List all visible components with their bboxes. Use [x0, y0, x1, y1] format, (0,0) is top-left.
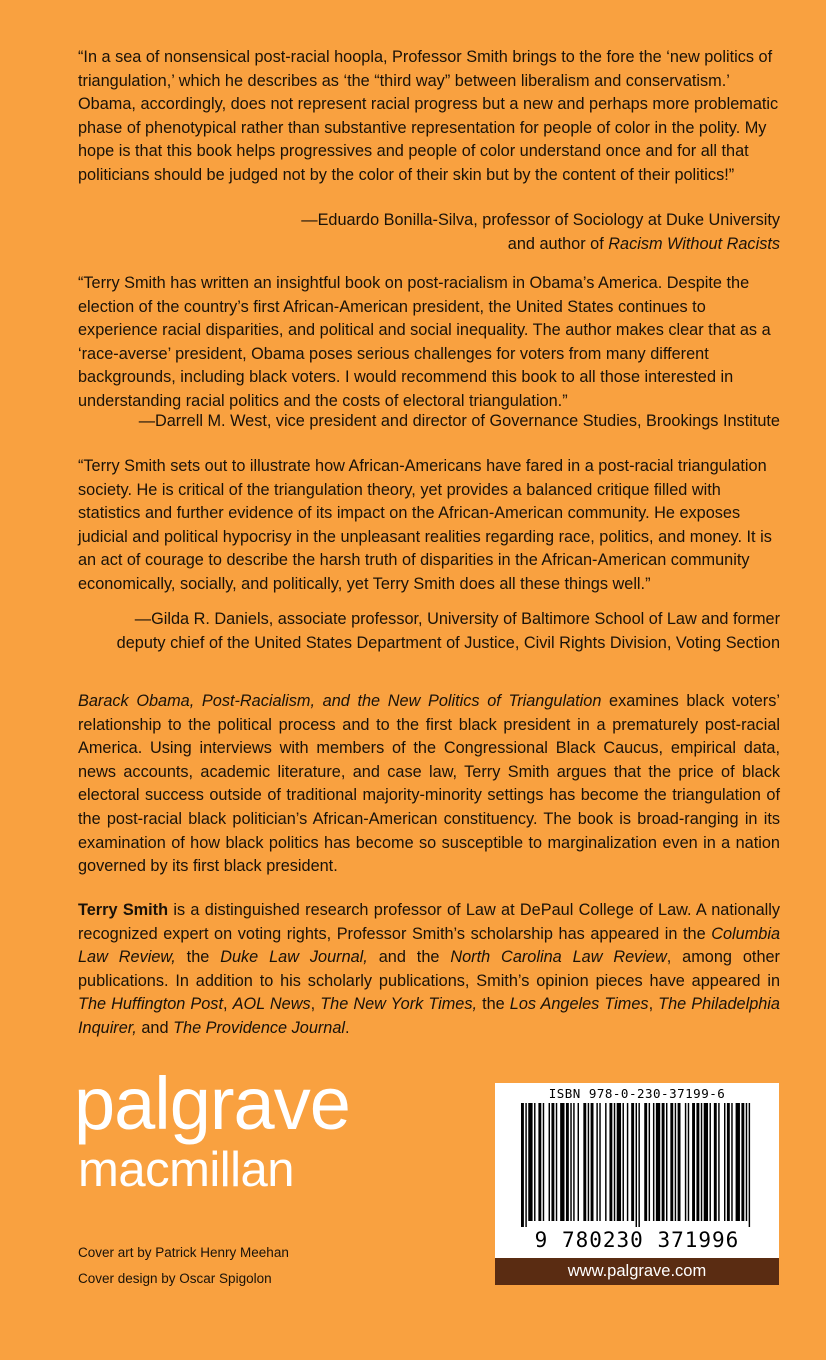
quote-3	[78, 455, 780, 597]
bio-text: the	[477, 995, 510, 1014]
attr-prefix: and author of	[507, 234, 609, 253]
barcode-panel	[495, 1083, 779, 1258]
cover-design-credit: Cover design by Oscar Spigolon	[78, 1271, 272, 1286]
publisher-url: www.palgrave.com	[495, 1258, 779, 1285]
bio-text: and	[136, 1018, 174, 1037]
bio-text: ,	[648, 995, 659, 1014]
author-name: Terry Smith	[78, 901, 169, 919]
author-bio	[78, 899, 780, 1041]
publisher-logo-palgrave: palgrave	[74, 1062, 350, 1145]
bio-text: is a distinguished research professor of Law at DePaul College of Law. A nationally recognized expert on voting rights, Professor Smith’s scholarship has appeared in the	[78, 901, 780, 943]
description-text: examines black voters’ relationship to the political process and to the first black president in a prematurely post-racial America. Using interviews with members of the Congressional Black Caucus, empirical data, news accounts, academic literature, and case law, Terry Smith argues that the price of black electoral success outside of traditional majority-minority settings has become the triangulation of the post-racial black politician’s African-American constituency. The book is broad-ranging in its examination of how black politics has become so susceptible to marginalization even in a nation governed by its first black president.	[78, 692, 780, 876]
pub-huffington: The Huffington Post	[78, 995, 223, 1014]
cover-art-credit: Cover art by Patrick Henry Meehan	[78, 1245, 289, 1260]
bio-text: and the	[367, 948, 451, 967]
pub-providence: The Providence Journal	[173, 1018, 346, 1037]
quote-2-attr-line1: —Darrell M. West, vice president and director of Governance Studies, Brookings Institute	[138, 412, 780, 430]
bio-text: .	[345, 1018, 350, 1037]
quote-1	[78, 46, 780, 188]
quote-3-attribution	[78, 608, 780, 655]
quote-3-attr-line2: deputy chief of the United States Department of Justice, Civil Rights Division, Voting Section	[116, 633, 780, 652]
journal-duke: Duke Law Journal,	[220, 948, 368, 967]
bio-text: ,	[310, 995, 321, 1014]
bio-text: , among other publications. In addition to his scholarly publications, Smith’s opinion pieces have appeared in	[78, 948, 780, 990]
book-description	[78, 690, 780, 879]
pub-philadelphia: The Philadelphia Inquirer,	[78, 995, 780, 1037]
quote-3-text: “Terry Smith sets out to illustrate how African-Americans have fared in a post-racial triangulation society. He is critical of the triangulation theory, yet provides a balanced critique filled with statistics and further evidence of its impact on the African-American community. He exposes judicial and political hypocrisy in the unpleasant realities regarding race, politics, and money. It is an act of courage to describe the harsh truth of disparities in the African-American community economically, socially, and politically, yet Terry Smith does all these things well.”	[78, 457, 772, 593]
quote-2-text: “Terry Smith has written an insightful book on post-racialism in Obama’s America. Despite the election of the country’s first African-American president, the United States continues to experience racial disparities, and political and social inequality. The author makes clear that as a ‘race-averse’ president, Obama poses serious challenges for voters from many different backgrounds, including black voters. I would recommend this book to all those interested in understanding racial politics and the costs of electoral triangulation.”	[78, 274, 771, 410]
bio-text: ,	[222, 995, 233, 1014]
barcode-icon	[521, 1103, 753, 1227]
book-title-racism-without-racists: Racism Without Racists	[608, 234, 780, 253]
pub-aol: AOL News	[232, 995, 311, 1014]
quote-1-attr-line1: —Eduardo Bonilla-Silva, professor of Sociology at Duke University	[301, 211, 780, 229]
barcode-digits: 9 780230 371996	[534, 1228, 740, 1252]
publisher-logo-macmillan: macmillan	[78, 1143, 295, 1197]
bio-text: the	[175, 948, 221, 967]
pub-nyt: The New York Times,	[320, 995, 478, 1014]
book-title: Barack Obama, Post-Racialism, and the New Politics of Triangulation	[78, 692, 602, 710]
quote-2-attribution	[78, 410, 780, 434]
isbn-label: ISBN 978-0-230-37199-6	[548, 1086, 726, 1101]
quote-1-text: “In a sea of nonsensical post-racial hoopla, Professor Smith brings to the fore the ‘new politics of triangulation,’ which he describes as ‘the “third way” between liberalism and conservatism.’ Obama, accordingly, does not represent racial progress but a new and perhaps more problematic phase of phenotypical rather than substantive representation for people of color in the polity. My hope is that this book helps progressives and people of color understand once and for all that politicians should be judged not by the color of their skin but by the content of their politics!”	[78, 48, 779, 184]
pub-la-times: Los Angeles Times	[509, 995, 649, 1014]
quote-2	[78, 272, 780, 414]
journal-columbia: Columbia Law Review,	[78, 924, 780, 967]
quote-1-attr-line2	[78, 233, 780, 257]
quote-1-attribution	[78, 209, 780, 256]
journal-north-carolina: North Carolina Law Review	[450, 948, 667, 967]
quote-3-attr-line1: —Gilda R. Daniels, associate professor, University of Baltimore School of Law and former	[134, 610, 780, 628]
